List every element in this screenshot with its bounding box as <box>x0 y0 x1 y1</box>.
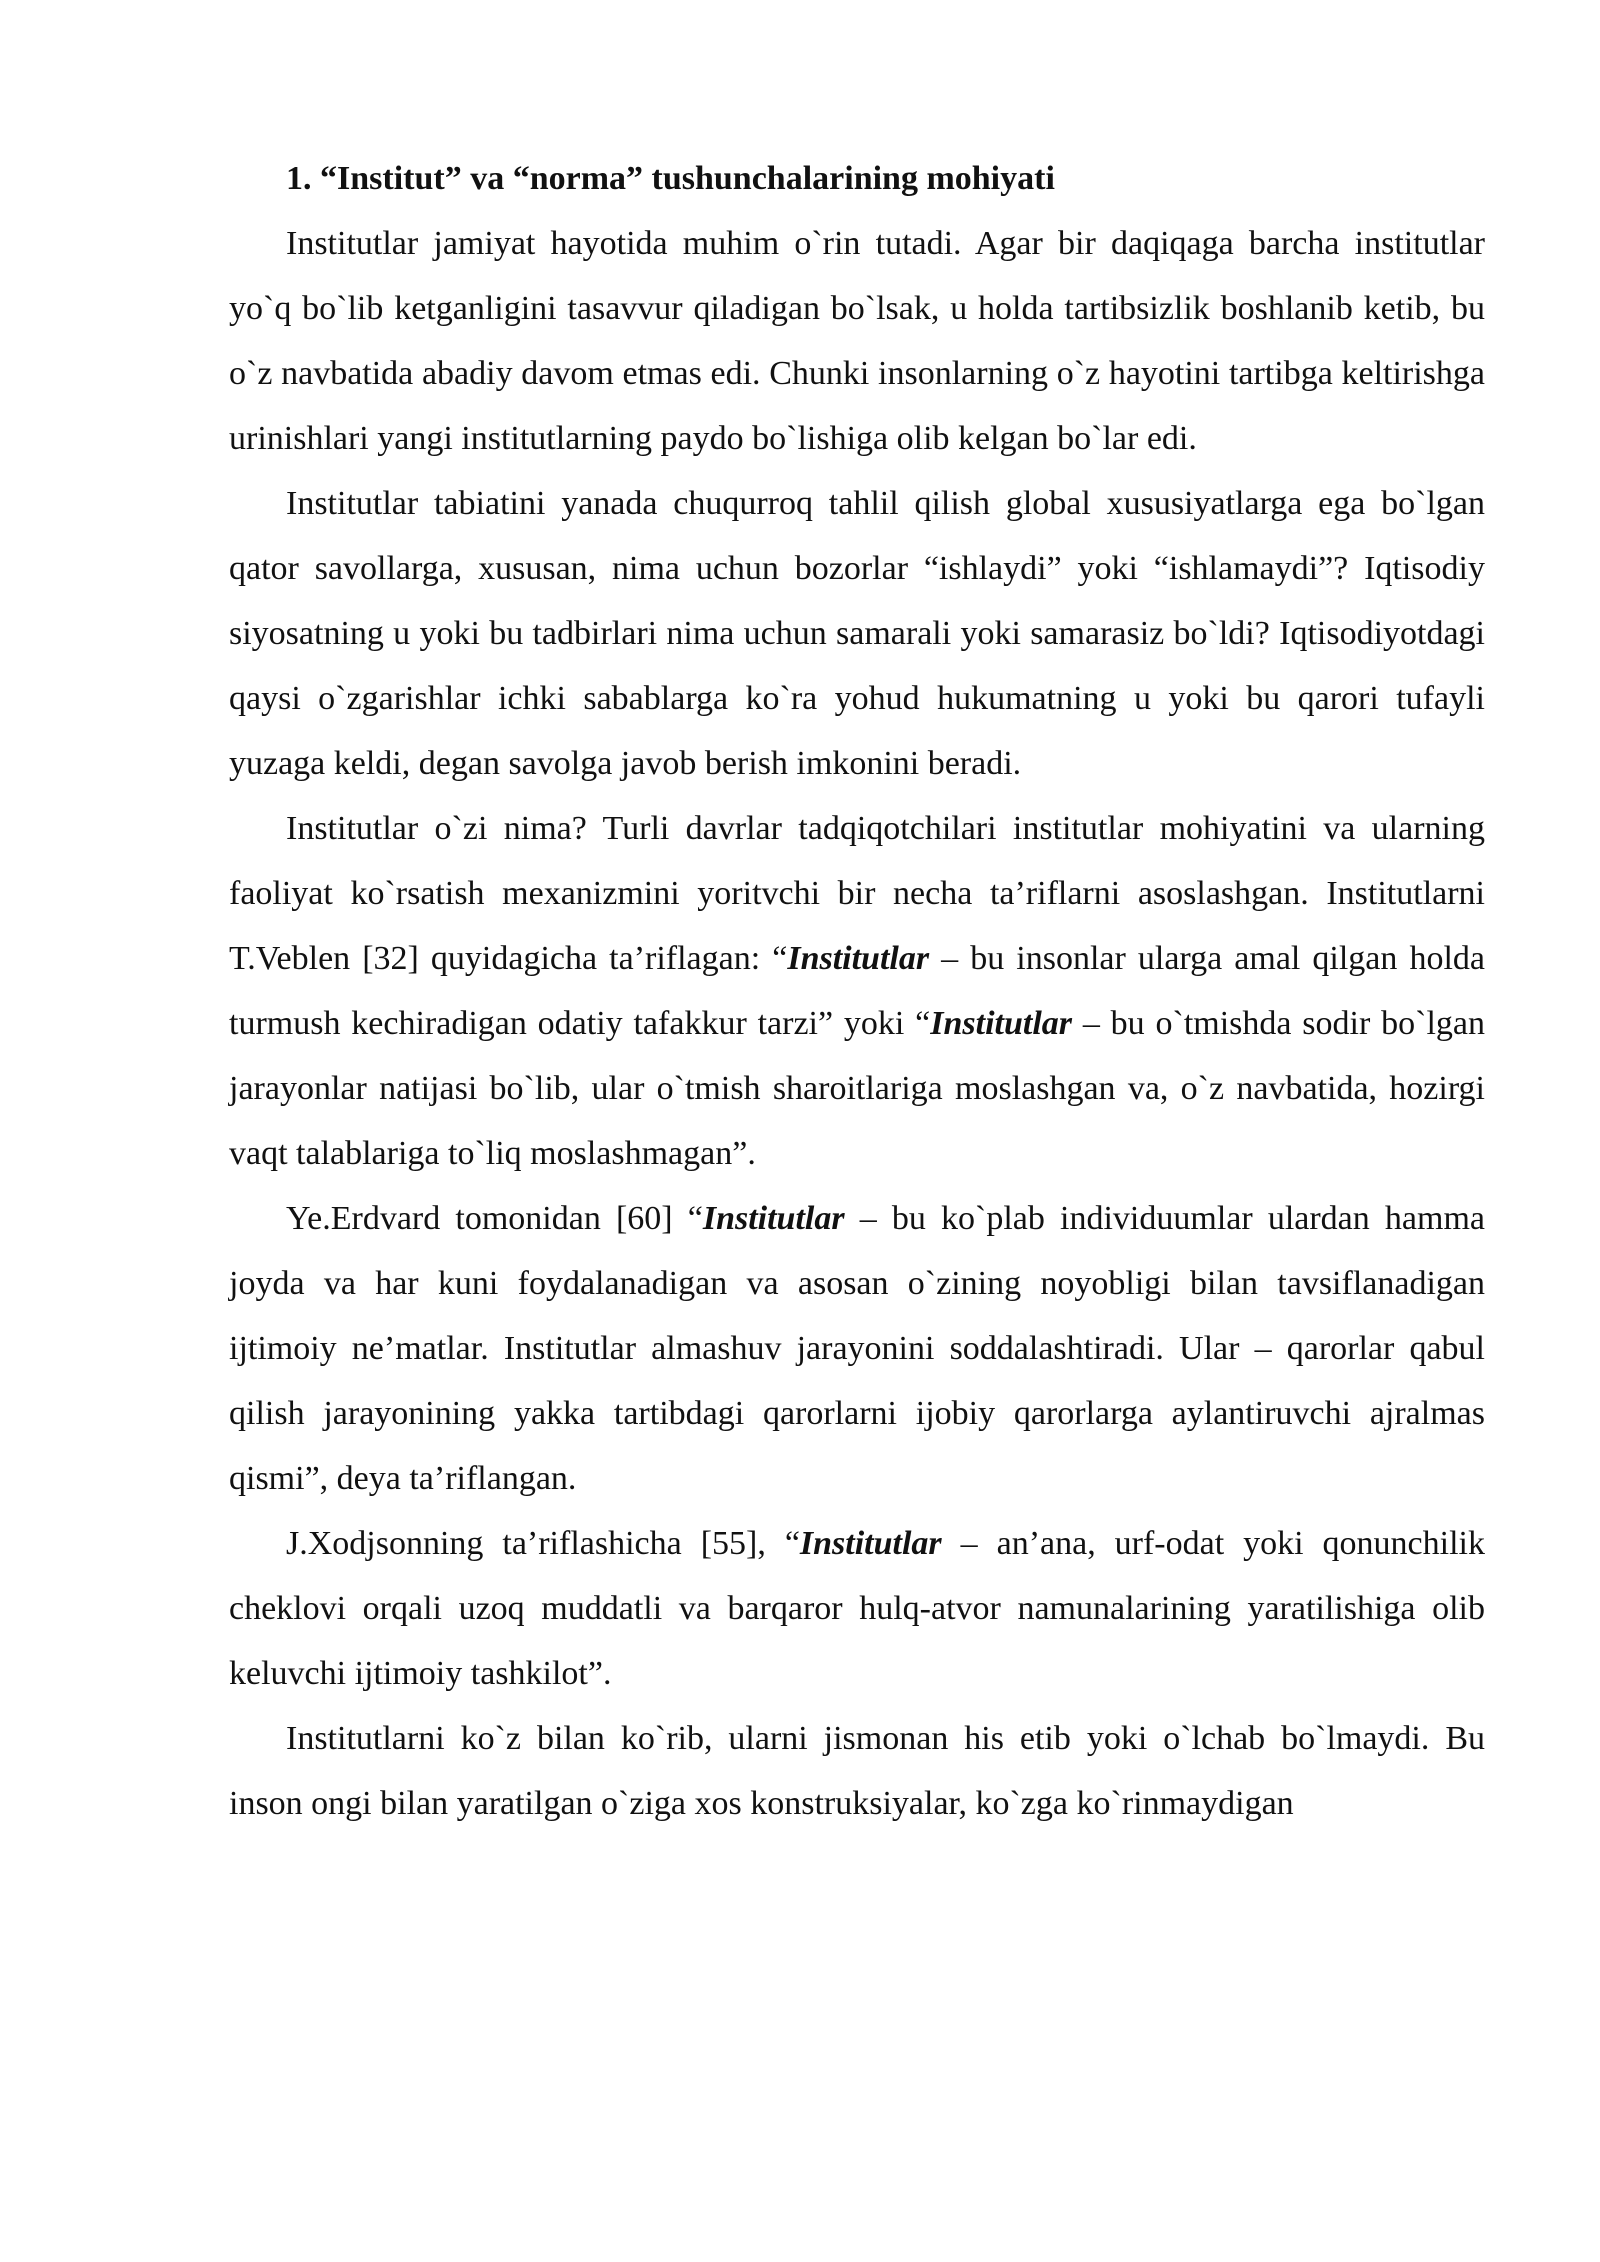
paragraph-3-text-2: – bu insonlar ularga amal qilgan holda turmush kechiradigan odatiy tafakkur tarzi” yoki “ <box>229 940 1485 1042</box>
paragraph-4-text-2: – bu ko`plab individuumlar ulardan hamma joyda va har kuni foydalanadigan va asosan o`zining noyobligi bilan tavsiflanadigan ijtimoiy ne’matlar. Institutlar almashuv jarayonini soddalashtiradi. Ular – qarorlar qabul qilish jarayonining yakka tartibdagi qarorlarni ijobiy qarorlarga aylantiruvchi ajralmas qismi”, deya ta’riflangan. <box>229 1200 1485 1497</box>
paragraph-5-text-2: – an’ana, urf-odat yoki qonunchilik cheklovi orqali uzoq muddatli va barqaror hulq-atvor namunalarining yaratilishiga olib keluvchi ijtimoiy tashkilot”. <box>229 1525 1485 1692</box>
paragraph-6: Institutlarni ko`z bilan ko`rib, ularni jismonan his etib yoki o`lchab bo`lmaydi. Bu inson ongi bilan yaratilgan o`ziga xos konstruksiyalar, ko`zga ko`rinmaydigan <box>229 1720 1485 1822</box>
paragraph-4 <box>229 1186 1485 1511</box>
paragraph-5-text-1: J.Xodjsonning ta’riflashicha [55], “ <box>286 1525 800 1562</box>
term-institutlar: Institutlar <box>702 1200 845 1237</box>
section-heading: 1. “Institut” va “norma” tushunchalarining mohiyati <box>286 160 1055 197</box>
paragraph-3-text-3: – bu o`tmishda sodir bo`lgan jarayonlar natijasi bo`lib, ular o`tmish sharoitlariga moslashgan va, o`z navbatida, hozirgi vaqt talablariga to`liq moslashmagan”. <box>229 1005 1485 1172</box>
paragraph-3 <box>229 796 1485 1186</box>
document-body <box>229 146 1485 1836</box>
paragraph-2: Institutlar tabiatini yanada chuqurroq tahlil qilish global xususiyatlarga ega bo`lgan qator savollarga, xususan, nima uchun bozorlar “ishlaydi” yoki “ishlamaydi”? Iqtisodiy siyosatning u yoki bu tadbirlari nima uchun samarali yoki samarasiz bo`ldi? Iqtisodiyotdagi qaysi o`zgarishlar ichki sabablarga ko`ra yohud hukumatning u yoki bu qarori tufayli yuzaga keldi, degan savolga javob berish imkonini beradi. <box>229 485 1485 782</box>
paragraph-4-text-1: Ye.Erdvard tomonidan [60] “ <box>286 1200 703 1237</box>
term-institutlar: Institutlar <box>930 1005 1073 1042</box>
term-institutlar: Institutlar <box>799 1525 942 1562</box>
paragraph-1: Institutlar jamiyat hayotida muhim o`rin tutadi. Agar bir daqiqaga barcha institutlar yo`q bo`lib ketganligini tasavvur qiladigan bo`lsak, u holda tartibsizlik boshlanib ketib, bu o`z navbatida abadiy davom etmas edi. Chunki insonlarning o`z hayotini tartibga keltirishga urinishlari yangi institutlarning paydo bo`lishiga olib kelgan bo`lar edi. <box>229 225 1485 457</box>
term-institutlar: Institutlar <box>787 940 930 977</box>
paragraph-3-text-1: Institutlar o`zi nima? Turli davrlar tadqiqotchilari institutlar mohiyatini va ularning faoliyat ko`rsatish mexanizmini yoritvchi bir necha ta’riflarni asoslashgan. Institutlarni T.Veblen [32] quyidagicha ta’riflagan: “ <box>229 810 1485 977</box>
paragraph-5 <box>229 1511 1485 1706</box>
